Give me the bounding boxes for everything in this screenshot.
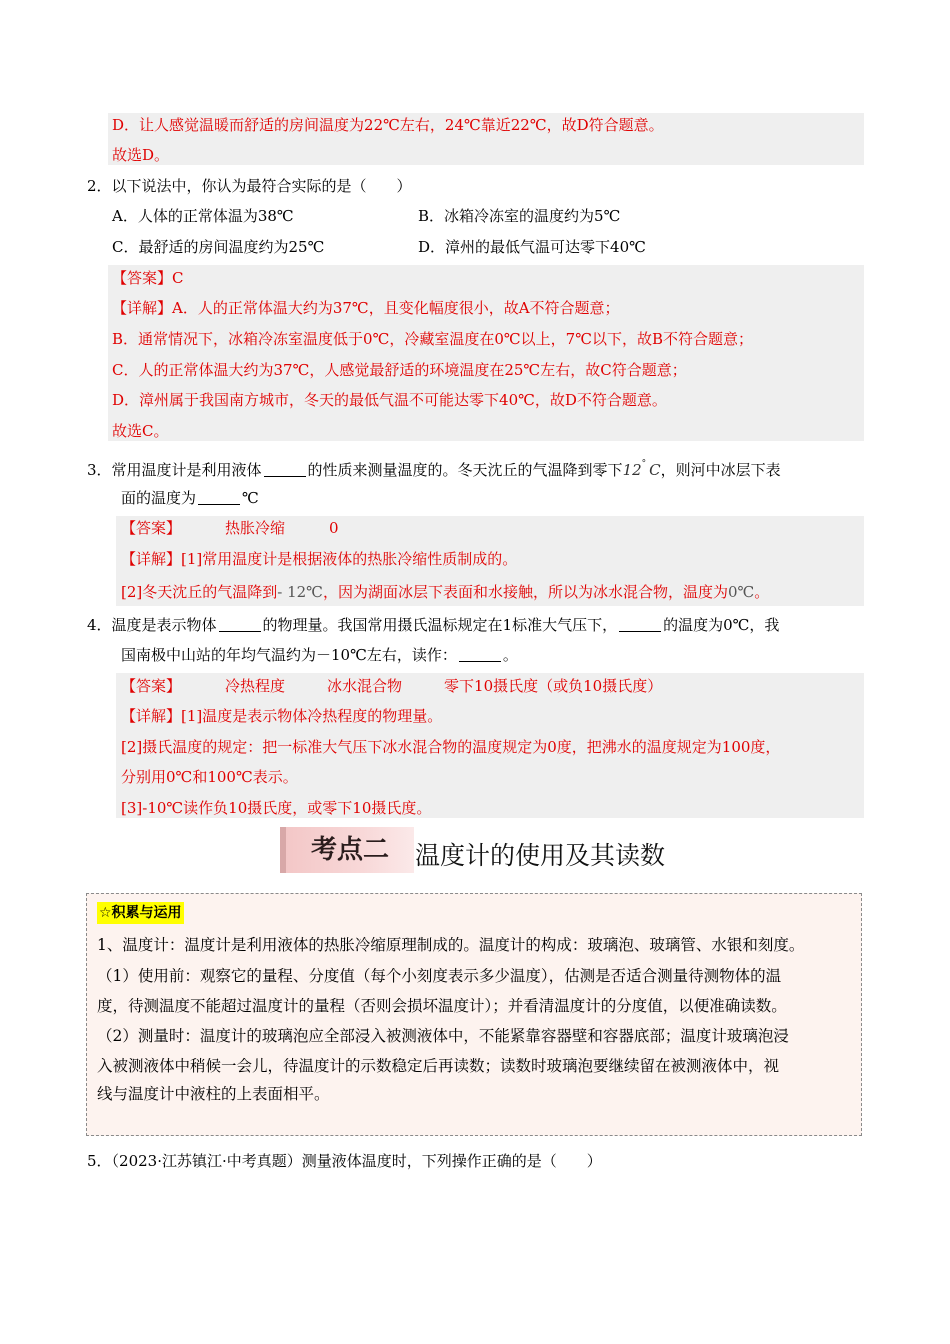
- knowledge-line-4: （2）测量时：温度计的玻璃泡应全部浸入被测液体中，不能紧靠容器壁和容器底部；温度计玻璃泡浸: [97, 1027, 789, 1045]
- q2-option-d[interactable]: D．漳州的最低气温可达零下40℃: [418, 238, 646, 256]
- q4-stem-line-1: [87, 615, 779, 635]
- q4-blank-1: [219, 617, 261, 632]
- q4-stem-line2-b: 。: [502, 646, 518, 664]
- q3-stem-unit: ℃: [242, 489, 259, 507]
- q2-option-c[interactable]: C．最舒适的房间温度约为25℃: [112, 238, 325, 256]
- q4-answer-line: [121, 676, 662, 696]
- q3-blank-1: [264, 462, 306, 477]
- knowledge-line-2: （1）使用前：观察它的量程、分度值（每个小刻度表示多少温度），估测是否适合测量待测物体的温: [97, 967, 782, 985]
- q3-detail-2-end: 。: [754, 583, 770, 601]
- knowledge-line-1: 1、温度计：温度计是利用液体的热胀冷缩原理制成的。温度计的构成：玻璃泡、玻璃管、水银和刻度。: [97, 936, 805, 954]
- q3-temp-unit: C: [649, 461, 661, 479]
- q2-detail-1: 【详解】A．人的正常体温大约为37℃，且变化幅度很小，故A不符合题意；: [112, 299, 620, 317]
- q2-option-b[interactable]: B．冰箱冷冻室的温度约为5℃: [418, 207, 621, 225]
- section-badge-text: 考点二: [310, 835, 389, 865]
- q2-conclusion: 故选C。: [112, 422, 169, 440]
- q5-stem: 5．（2023·江苏镇江·中考真题）测量液体温度时，下列操作正确的是（ ）: [87, 1152, 602, 1170]
- q4-stem-a: 4．温度是表示物体: [87, 616, 217, 634]
- q3-stem-line-2: [121, 488, 259, 508]
- q4-stem-b: 的物理量。我国常用摄氏温标规定在1标准大气压下，: [262, 616, 618, 634]
- knowledge-tag: ☆积累与运用: [97, 902, 184, 924]
- q1-option-d-explanation: D．让人感觉温暖而舒适的房间温度为22℃左右，24℃靠近22℃，故D符合题意。: [112, 116, 664, 134]
- q4-detail-3: 分别用0℃和100℃表示。: [121, 768, 298, 786]
- q3-detail-2-temp: - 12℃: [277, 583, 323, 601]
- q4-answer-label: 【答案】: [121, 677, 182, 695]
- q3-stem-b: 的性质来测量温度的。冬天沈丘的气温降到零下: [307, 461, 623, 479]
- q3-answer-line: [121, 518, 339, 538]
- q4-stem-line2-a: 国南极中山站的年均气温约为－10℃左右，读作：: [121, 646, 457, 664]
- q3-answer-label: 【答案】: [121, 519, 182, 537]
- knowledge-line-6: 线与温度计中液柱的上表面相平。: [97, 1085, 330, 1103]
- q4-stem-c: 的温度为0℃，我: [663, 616, 780, 634]
- q3-detail-1: 【详解】[1]常用温度计是根据液体的热胀冷缩性质制成的。: [121, 550, 518, 568]
- q3-blank-2: [198, 490, 240, 505]
- q3-answer-2: 0: [329, 519, 339, 537]
- q2-option-a[interactable]: A．人体的正常体温为38℃: [112, 207, 294, 225]
- section-title: 温度计的使用及其读数: [415, 841, 666, 870]
- q3-stem-line2: 面的温度为: [121, 489, 197, 507]
- q3-stem-c: ，则河中冰层下表: [660, 461, 781, 479]
- q3-detail-2-b: ，因为湖面冰层下表面和水接触，所以为冰水混合物，温度为: [322, 583, 728, 601]
- q2-detail-3: C．人的正常体温大约为37℃，人感觉最舒适的环境温度在25℃左右，故C符合题意；: [112, 361, 687, 379]
- section-badge: [280, 827, 414, 873]
- q2-answer-block: [108, 265, 864, 441]
- q4-blank-2: [619, 617, 661, 632]
- q4-detail-1: 【详解】[1]温度是表示物体冷热程度的物理量。: [121, 707, 443, 725]
- q4-detail-2: [2]摄氏温度的规定：把一标准大气压下冰水混合物的温度规定为0度，把沸水的温度规定为100度，: [121, 738, 781, 756]
- q4-stem-line-2: [121, 645, 518, 665]
- q3-answer-1: 热胀冷缩: [225, 519, 286, 537]
- q4-detail-4: [3]-10℃读作负10摄氏度，或零下10摄氏度。: [121, 799, 432, 817]
- q2-detail-4: D．漳州属于我国南方城市，冬天的最低气温不可能达零下40℃，故D不符合题意。: [112, 391, 667, 409]
- knowledge-line-5: 入被测液体中稍候一会儿，待温度计的示数稳定后再读数；读数时玻璃泡要继续留在被测液体中，视: [97, 1057, 780, 1075]
- q4-answer-1: 冷热程度: [225, 677, 286, 695]
- q3-detail-2-a: [2]冬天沈丘的气温降到: [121, 583, 278, 601]
- q4-answer-2: 冰水混合物: [327, 677, 403, 695]
- q3-stem-a: 3．常用温度计是利用液体: [87, 461, 262, 479]
- q1-conclusion: 故选D。: [112, 146, 170, 164]
- knowledge-line-3: 度，待测温度不能超过温度计的量程（否则会损坏温度计）；并看清温度计的分度值，以便准确读数。: [97, 997, 787, 1015]
- q2-answer: 【答案】C: [112, 269, 184, 287]
- q4-answer-3: 零下10摄氏度（或负10摄氏度）: [444, 677, 663, 695]
- q3-stem-line-1: 3．常用温度计是利用液体 的性质来测量温度的。冬天沈丘的气温降到零下12° C，则河中冰层下表: [87, 459, 781, 479]
- q2-stem: 2．以下说法中，你认为最符合实际的是（ ）: [87, 177, 412, 195]
- q4-blank-3: [459, 647, 501, 662]
- q3-temp-inline: 12: [622, 461, 642, 479]
- q3-detail-2-val: 0℃: [727, 583, 755, 601]
- q2-detail-2: B．通常情况下，冰箱冷冻室温度低于0℃，冷藏室温度在0℃以上，7℃以下，故B不符合题意；: [112, 330, 754, 348]
- q3-detail-2-line: [121, 582, 769, 602]
